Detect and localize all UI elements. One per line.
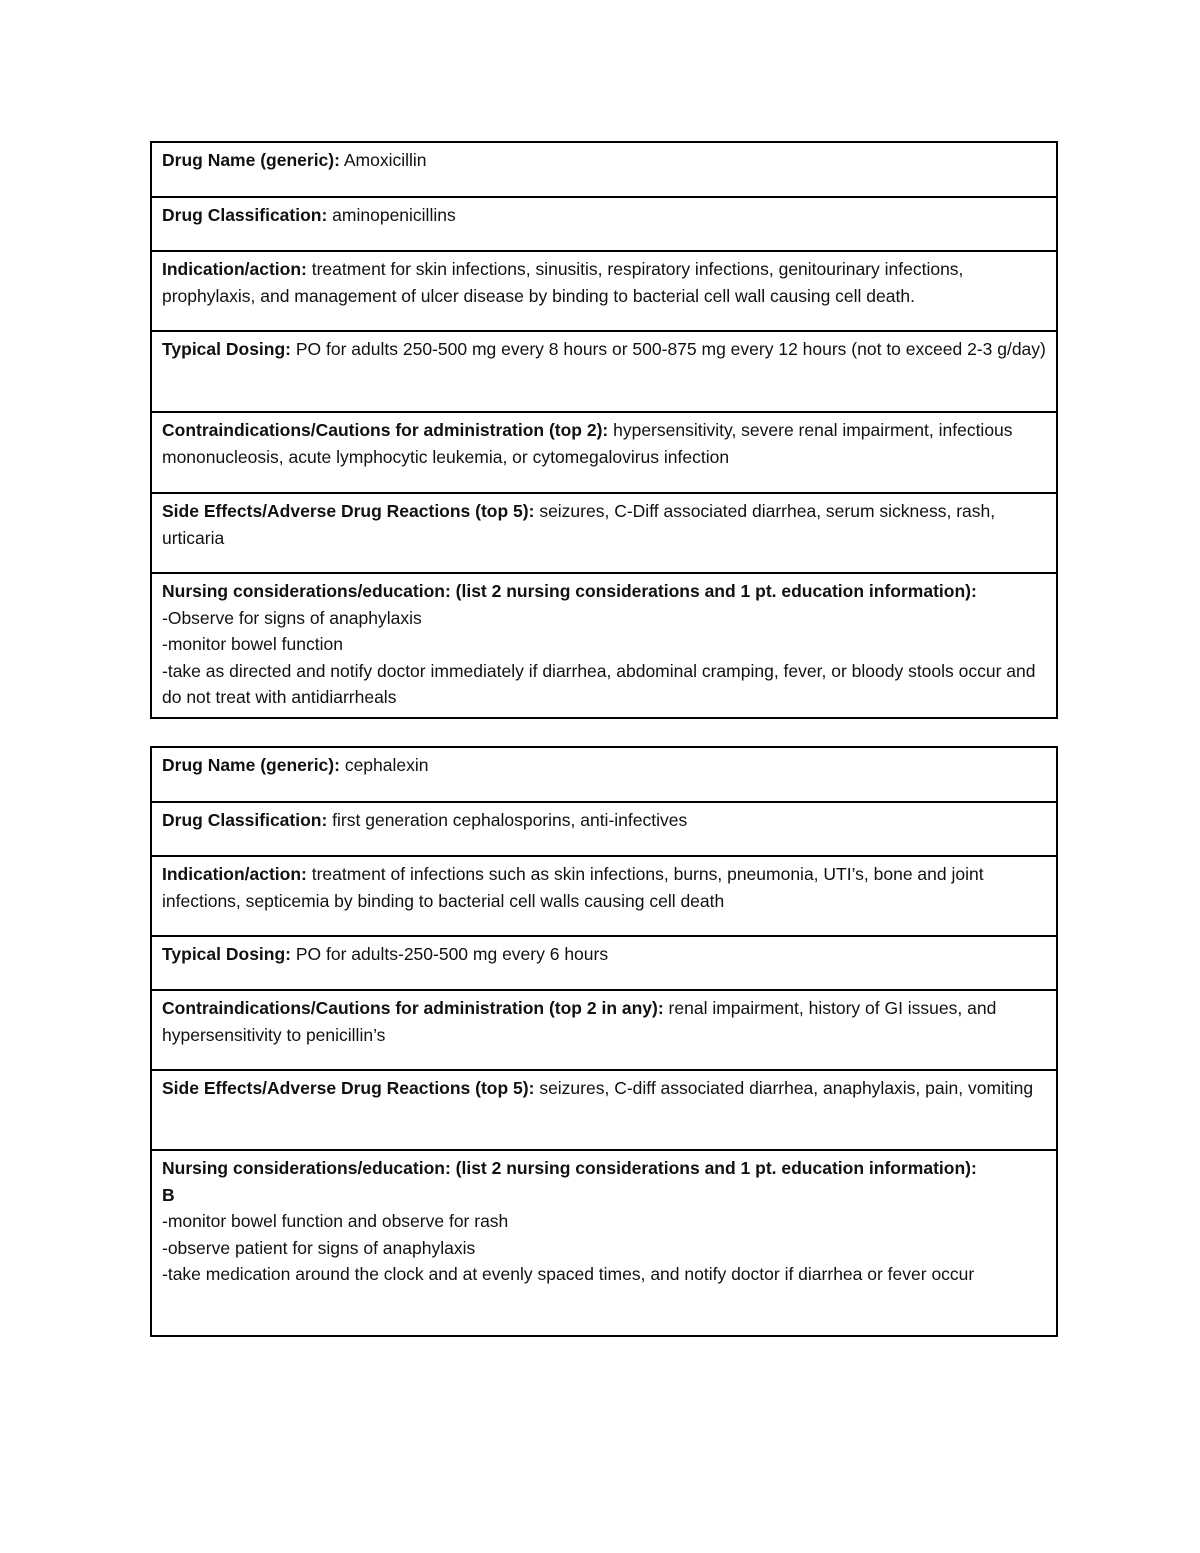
side-effects-value: seizures, C-Diff associated diarrhea, serum sickness, rash, urticaria bbox=[162, 501, 996, 548]
side-effects-row bbox=[151, 1070, 1057, 1150]
drug-classification-cell bbox=[151, 802, 1057, 856]
drug-name-value: cephalexin bbox=[339, 755, 429, 775]
drug-name-label: Drug Name (generic): bbox=[162, 755, 340, 775]
drug-classification-row bbox=[151, 802, 1057, 856]
side-effects-row bbox=[151, 493, 1057, 573]
indication-cell bbox=[151, 251, 1057, 331]
drug-name-cell bbox=[151, 747, 1057, 802]
indication-label: Indication/action: bbox=[162, 259, 307, 279]
drug-name-row bbox=[151, 142, 1057, 197]
drug-name-label: Drug Name (generic): bbox=[162, 150, 340, 170]
contraindications-cell bbox=[151, 412, 1057, 493]
drug-name-value: Amoxicillin bbox=[339, 150, 427, 170]
side-effects-label: Side Effects/Adverse Drug Reactions (top 5): bbox=[162, 501, 535, 521]
nursing-row bbox=[151, 573, 1057, 718]
contraindications-cell bbox=[151, 990, 1057, 1070]
indication-value: treatment of infections such as skin infections, burns, pneumonia, UTI’s, bone and joint infections, septicemia by binding to bacterial cell walls causing cell death bbox=[162, 864, 984, 911]
drug-classification-value: first generation cephalosporins, anti-infectives bbox=[327, 810, 688, 830]
drug-classification-label: Drug Classification: bbox=[162, 810, 328, 830]
nursing-item: -observe patient for signs of anaphylaxis bbox=[162, 1237, 476, 1258]
dosing-cell bbox=[151, 936, 1057, 990]
dosing-row bbox=[151, 331, 1057, 412]
drug-classification-row bbox=[151, 197, 1057, 251]
indication-cell bbox=[151, 856, 1057, 936]
dosing-value: PO for adults 250-500 mg every 8 hours or 500-875 mg every 12 hours (not to exceed 2-3 g/day) bbox=[291, 339, 1046, 359]
indication-label: Indication/action: bbox=[162, 864, 307, 884]
contraindications-row bbox=[151, 412, 1057, 493]
contraindications-label: Contraindications/Cautions for administration (top 2 in any): bbox=[162, 998, 664, 1018]
drug-card-amoxicillin bbox=[150, 141, 1058, 719]
side-effects-cell bbox=[151, 493, 1057, 573]
drug-name-row bbox=[151, 747, 1057, 802]
dosing-label: Typical Dosing: bbox=[162, 944, 291, 964]
side-effects-label: Side Effects/Adverse Drug Reactions (top 5): bbox=[162, 1078, 535, 1098]
drug-classification-value: aminopenicillins bbox=[327, 205, 456, 225]
contraindications-label: Contraindications/Cautions for administration (top 2): bbox=[162, 420, 609, 440]
dosing-label: Typical Dosing: bbox=[162, 339, 291, 359]
nursing-extra-mark: B bbox=[162, 1184, 175, 1205]
contraindications-value: renal impairment, history of GI issues, and hypersensitivity to penicillin’s bbox=[162, 998, 997, 1045]
nursing-cell bbox=[151, 1150, 1057, 1336]
side-effects-cell bbox=[151, 1070, 1057, 1150]
nursing-item: -monitor bowel function and observe for rash bbox=[162, 1211, 509, 1231]
side-effects-value: seizures, C-diff associated diarrhea, anaphylaxis, pain, vomiting bbox=[534, 1078, 1034, 1098]
nursing-item: -take as directed and notify doctor immediately if diarrhea, abdominal cramping, fever, or bloody stools occur and do not treat with antidiarrheals bbox=[162, 660, 1036, 707]
dosing-value: PO for adults-250-500 mg every 6 hours bbox=[291, 944, 609, 964]
dosing-cell bbox=[151, 331, 1057, 412]
contraindications-row bbox=[151, 990, 1057, 1070]
nursing-item: -Observe for signs of anaphylaxis bbox=[162, 607, 422, 628]
indication-row bbox=[151, 856, 1057, 936]
drug-classification-cell bbox=[151, 197, 1057, 251]
nursing-label: Nursing considerations/education: (list 2 nursing considerations and 1 pt. education information): bbox=[162, 1158, 977, 1178]
contraindications-value: hypersensitivity, severe renal impairment, infectious mononucleosis, acute lymphocytic leukemia, or cytomegalovirus infection bbox=[162, 420, 1013, 467]
nursing-item: -monitor bowel function bbox=[162, 634, 343, 654]
drug-card-cephalexin bbox=[150, 746, 1058, 1337]
drug-name-cell bbox=[151, 142, 1057, 197]
nursing-cell bbox=[151, 573, 1057, 718]
nursing-row bbox=[151, 1150, 1057, 1336]
drug-classification-label: Drug Classification: bbox=[162, 205, 328, 225]
indication-row bbox=[151, 251, 1057, 331]
nursing-item: -take medication around the clock and at evenly spaced times, and notify doctor if diarrhea or fever occur bbox=[162, 1264, 975, 1284]
nursing-label: Nursing considerations/education: (list 2 nursing considerations and 1 pt. education information): bbox=[162, 581, 977, 601]
indication-value: treatment for skin infections, sinusitis, respiratory infections, genitourinary infections, prophylaxis, and management of ulcer disease by binding to bacterial cell wall causing cell death. bbox=[162, 259, 964, 306]
dosing-row bbox=[151, 936, 1057, 990]
